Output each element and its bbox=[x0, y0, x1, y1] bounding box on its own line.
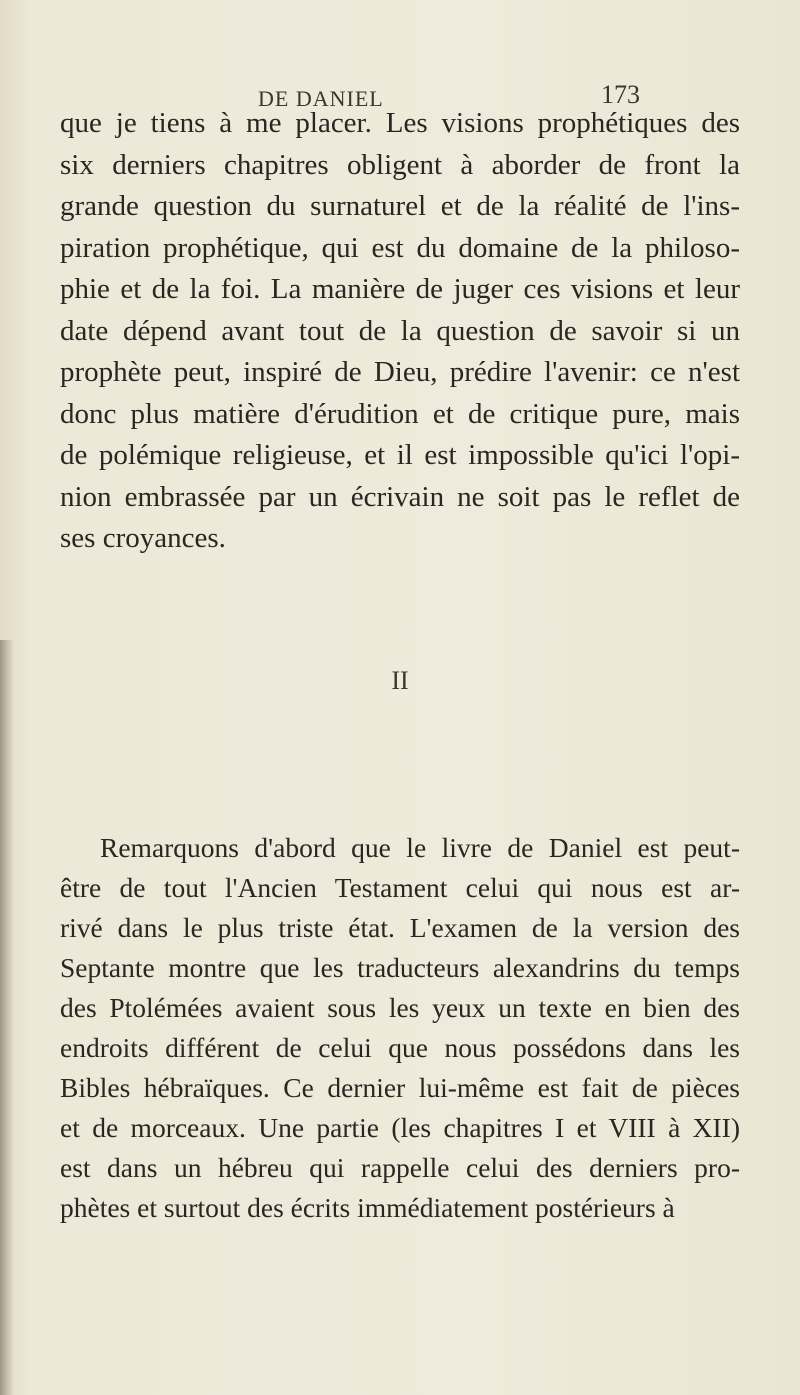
page-number: 173 bbox=[601, 80, 640, 109]
text-line: être de tout l'Ancien Testament celui qui nous est ar- bbox=[60, 872, 740, 903]
section-number: II bbox=[391, 666, 409, 695]
text-line: six derniers chapitres obligent à aborder de front la bbox=[60, 148, 740, 181]
text-line: prophète peut, inspiré de Dieu, prédire l'avenir: ce n'est bbox=[60, 356, 740, 388]
page-edge-shadow bbox=[0, 640, 14, 1395]
text-line: nion embrassée par un écrivain ne soit pas le reflet de bbox=[60, 480, 740, 513]
text-line: de polémique religieuse, et il est impossible qu'ici l'opi- bbox=[60, 439, 740, 471]
text-line: endroits différent de celui que nous possédons dans les bbox=[60, 1032, 740, 1063]
text-line: phie et de la foi. La manière de juger ces visions et leur bbox=[60, 273, 740, 305]
text-line: grande question du surnaturel et de la réalité de l'ins- bbox=[60, 190, 740, 222]
text-line: et de morceaux. Une partie (les chapitres I et VIII à XII) bbox=[60, 1112, 740, 1143]
text-line: piration prophétique, qui est du domaine de la philoso- bbox=[60, 231, 740, 264]
paragraph-1 bbox=[60, 103, 740, 560]
text-line: est dans un hébreu qui rappelle celui des derniers pro- bbox=[60, 1152, 740, 1183]
text-line: ses croyances. bbox=[60, 522, 226, 554]
text-line: Remarquons d'abord que le livre de Daniel est peut- bbox=[100, 832, 740, 863]
paragraph-2 bbox=[60, 828, 740, 1228]
text-line: rivé dans le plus triste état. L'examen de la version des bbox=[60, 912, 740, 943]
text-line: phètes et surtout des écrits immédiatement postérieurs à bbox=[60, 1192, 675, 1223]
text-line: date dépend avant tout de la question de savoir si un bbox=[60, 314, 740, 347]
text-line: Septante montre que les traducteurs alexandrins du temps bbox=[60, 952, 740, 983]
running-head: DE DANIEL bbox=[258, 86, 384, 111]
text-line: des Ptolémées avaient sous les yeux un texte en bien des bbox=[60, 992, 740, 1023]
text-line: Bibles hébraïques. Ce dernier lui-même est fait de pièces bbox=[60, 1072, 740, 1103]
text-line: que je tiens à me placer. Les visions prophétiques des bbox=[60, 107, 740, 139]
text-line: donc plus matière d'érudition et de critique pure, mais bbox=[60, 397, 740, 430]
